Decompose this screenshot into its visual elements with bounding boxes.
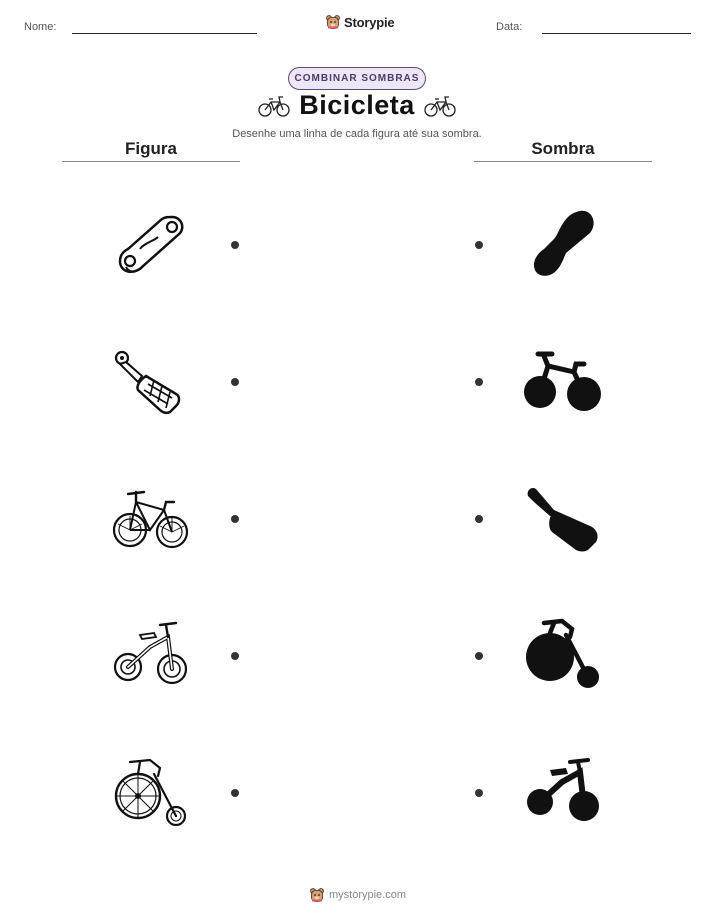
column-rule-left bbox=[62, 161, 240, 162]
bike-pedal-shadow-icon bbox=[522, 480, 602, 560]
shadow-dot-3[interactable] bbox=[475, 515, 483, 523]
figure-dot-5[interactable] bbox=[231, 789, 239, 797]
name-line[interactable] bbox=[72, 33, 257, 34]
bear-mascot-footer-icon bbox=[309, 887, 325, 903]
column-header-figura: Figura bbox=[125, 139, 177, 158]
figure-dot-1[interactable] bbox=[231, 241, 239, 249]
bike-pedal-icon bbox=[110, 342, 190, 422]
brand-name: Storypie bbox=[344, 14, 395, 30]
bicycle-decor-right-icon bbox=[424, 94, 456, 118]
shadow-dot-5[interactable] bbox=[475, 789, 483, 797]
balance-bike-icon bbox=[110, 617, 190, 697]
name-label: Nome: bbox=[24, 21, 57, 33]
column-rule-right bbox=[474, 161, 652, 162]
bike-chain-link-shadow-icon bbox=[524, 205, 604, 285]
date-line[interactable] bbox=[542, 33, 691, 34]
brand-logo bbox=[325, 14, 394, 30]
bicycle-decor-left-icon bbox=[258, 94, 290, 118]
footer-site-link[interactable]: mystorypie.com bbox=[329, 889, 407, 901]
figure-dot-2[interactable] bbox=[231, 378, 239, 386]
figure-dot-3[interactable] bbox=[231, 515, 239, 523]
worksheet-title: Bicicleta bbox=[299, 90, 415, 120]
shadow-dot-2[interactable] bbox=[475, 378, 483, 386]
footer bbox=[309, 887, 406, 903]
shadow-dot-1[interactable] bbox=[475, 241, 483, 249]
instructions: Desenhe uma linha de cada figura até sua sombra. bbox=[232, 128, 482, 140]
bicycle-icon bbox=[110, 480, 190, 560]
column-header-sombra: Sombra bbox=[531, 139, 595, 158]
balance-bike-shadow-icon bbox=[522, 754, 602, 834]
penny-farthing-icon bbox=[110, 754, 190, 834]
date-label: Data: bbox=[496, 21, 523, 33]
shadow-dot-4[interactable] bbox=[475, 652, 483, 660]
figure-dot-4[interactable] bbox=[231, 652, 239, 660]
penny-farthing-shadow-icon bbox=[522, 617, 602, 697]
bicycle-shadow-icon bbox=[522, 342, 602, 422]
bike-chain-link-icon bbox=[110, 205, 190, 285]
activity-badge: COMBINAR SOMBRAS bbox=[288, 67, 426, 90]
bear-mascot-icon bbox=[325, 14, 341, 30]
